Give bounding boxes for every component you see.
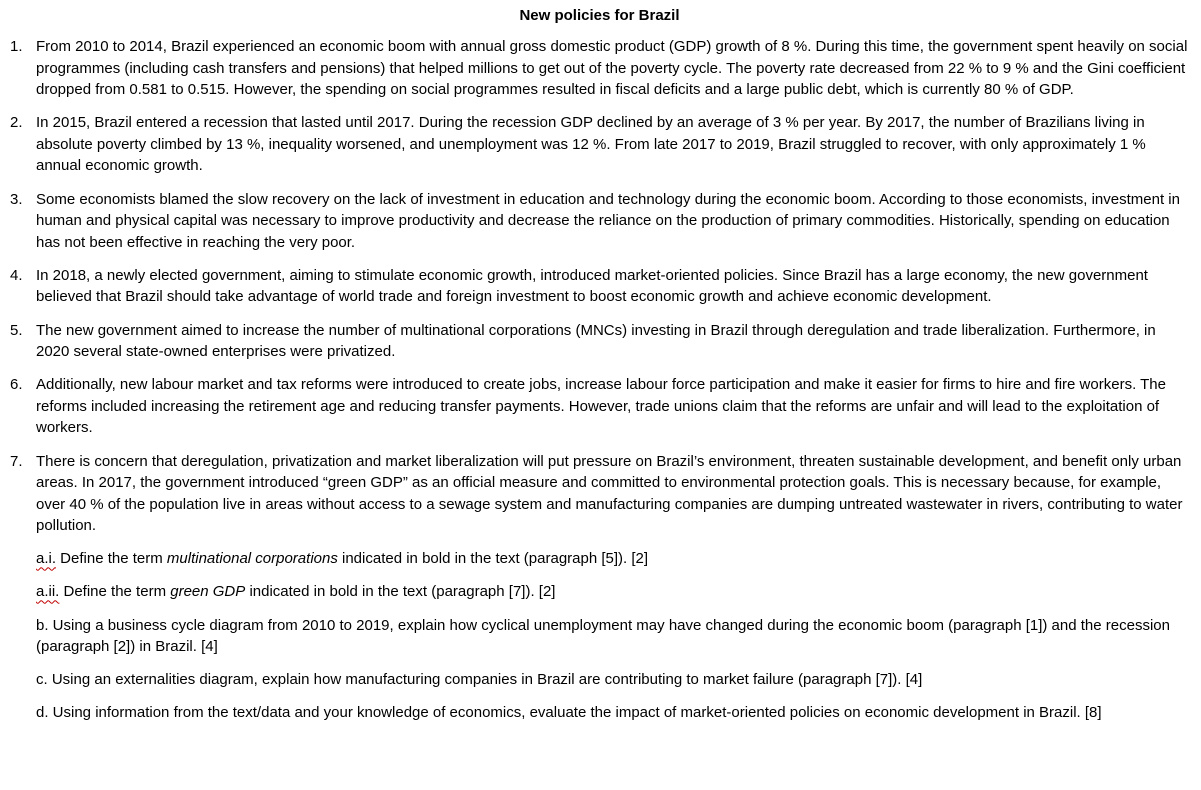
paragraph-6 [8,374,1191,439]
question-label: a.i. [36,550,57,568]
paragraph-number: 4. [10,266,23,284]
paragraph-text: In 2015, Brazil entered a recession that lasted until 2017. During the recession GDP declined by an average of 3 % per year. By 2017, the number of Brazilians living in absolute poverty climbed by 13 %, inequality worsened, and unemployment was 12 %. From late 2017 to 2019, Brazil struggled to recover, with only approximately 1 % annual economic growth. [36,114,1146,175]
paragraph-4 [8,265,1191,308]
paragraph-text: From 2010 to 2014, Brazil experienced an economic boom with annual gross domestic product (GDP) growth of 8 %. During this time, the government spent heavily on social programmes (including cash transfers and pensions) that helped millions to get out of the poverty cycle. The poverty rate decreased from 22 % to 9 % and the Gini coefficient dropped from 0.581 to 0.515. However, the spending on social programmes resulted in fiscal deficits and a large public debt, which is currently 80 % of GDP. [36,38,1188,99]
paragraph-text: Some economists blamed the slow recovery on the lack of investment in education and technology during the economic boom. According to those economists, investment in human and physical capital was necessary to improve productivity and decrease the reliance on the production of primary commodities. Historically, spending on education has not been effective in reaching the very poor. [36,190,1180,251]
paragraph-number: 6. [10,376,23,394]
paragraph-text: In 2018, a newly elected government, aiming to stimulate economic growth, introduced market-oriented policies. Since Brazil has a large economy, the new government believed that Brazil should take advantage of world trade and foreign investment to boost economic growth and achieve economic development. [36,266,1148,306]
paragraph-text: Additionally, new labour market and tax reforms were introduced to create jobs, increase labour force participation and make it easier for firms to hire and fire workers. The reforms included increasing the retirement age and reducing transfer payments. However, trade unions claim that the reforms are unfair and will lead to the exploitation of workers. [36,376,1166,437]
question-text-before: Define the term [56,550,167,568]
paragraph-text: There is concern that deregulation, privatization and market liberalization will put pressure on Brazil’s environment, threaten sustainable development, and benefit only urban areas. In 2017, the government introduced “green GDP” as an official measure and committed to environmental protection goals. This is necessary because, for example, over 40 % of the population live in areas without access to a sewage system and manufacturing companies are dumping untreated wastewater in rivers, contributing to water pollution. [36,452,1183,535]
paragraph-5 [8,320,1191,363]
question-text-after: indicated in bold in the text (paragraph [5]). [2] [337,550,649,568]
question-term: green GDP [170,583,246,601]
question-text-before: Define the term [59,583,171,601]
paragraph-7 [8,451,1191,537]
question-a-ii [36,581,1191,603]
question-term: multinational corporations [166,550,338,568]
page-title: New policies for Brazil [519,7,680,24]
paragraph-list [8,36,1191,537]
paragraph-text: The new government aimed to increase the number of multinational corporations (MNCs) investing in Brazil through deregulation and trade liberalization. Furthermore, in 2020 several state-owned enterprises were privatized. [36,321,1156,361]
paragraph-number: 7. [10,452,23,470]
paragraph-number: 3. [10,190,23,208]
question-b: b. Using a business cycle diagram from 2010 to 2019, explain how cyclical unemployment may have changed during the economic boom (paragraph [1]) and the recession (paragraph [2]) in Brazil. [4] [36,616,1170,656]
paragraph-2 [8,112,1191,177]
question-list [8,548,1191,724]
paragraph-number: 5. [10,321,23,339]
paragraph-number: 2. [10,114,23,132]
question-a-i [36,548,1191,570]
question-c: c. Using an externalities diagram, explain how manufacturing companies in Brazil are contributing to market failure (paragraph [7]). [4] [36,671,923,689]
question-text-after: indicated in bold in the text (paragraph [7]). [2] [245,583,556,601]
paragraph-number: 1. [10,38,23,55]
question-d: d. Using information from the text/data and your knowledge of economics, evaluate the impact of market-oriented policies on economic development in Brazil. [8] [36,704,1102,722]
paragraph-1 [8,36,1191,101]
question-label: a.ii. [36,583,60,601]
paragraph-3 [8,189,1191,254]
